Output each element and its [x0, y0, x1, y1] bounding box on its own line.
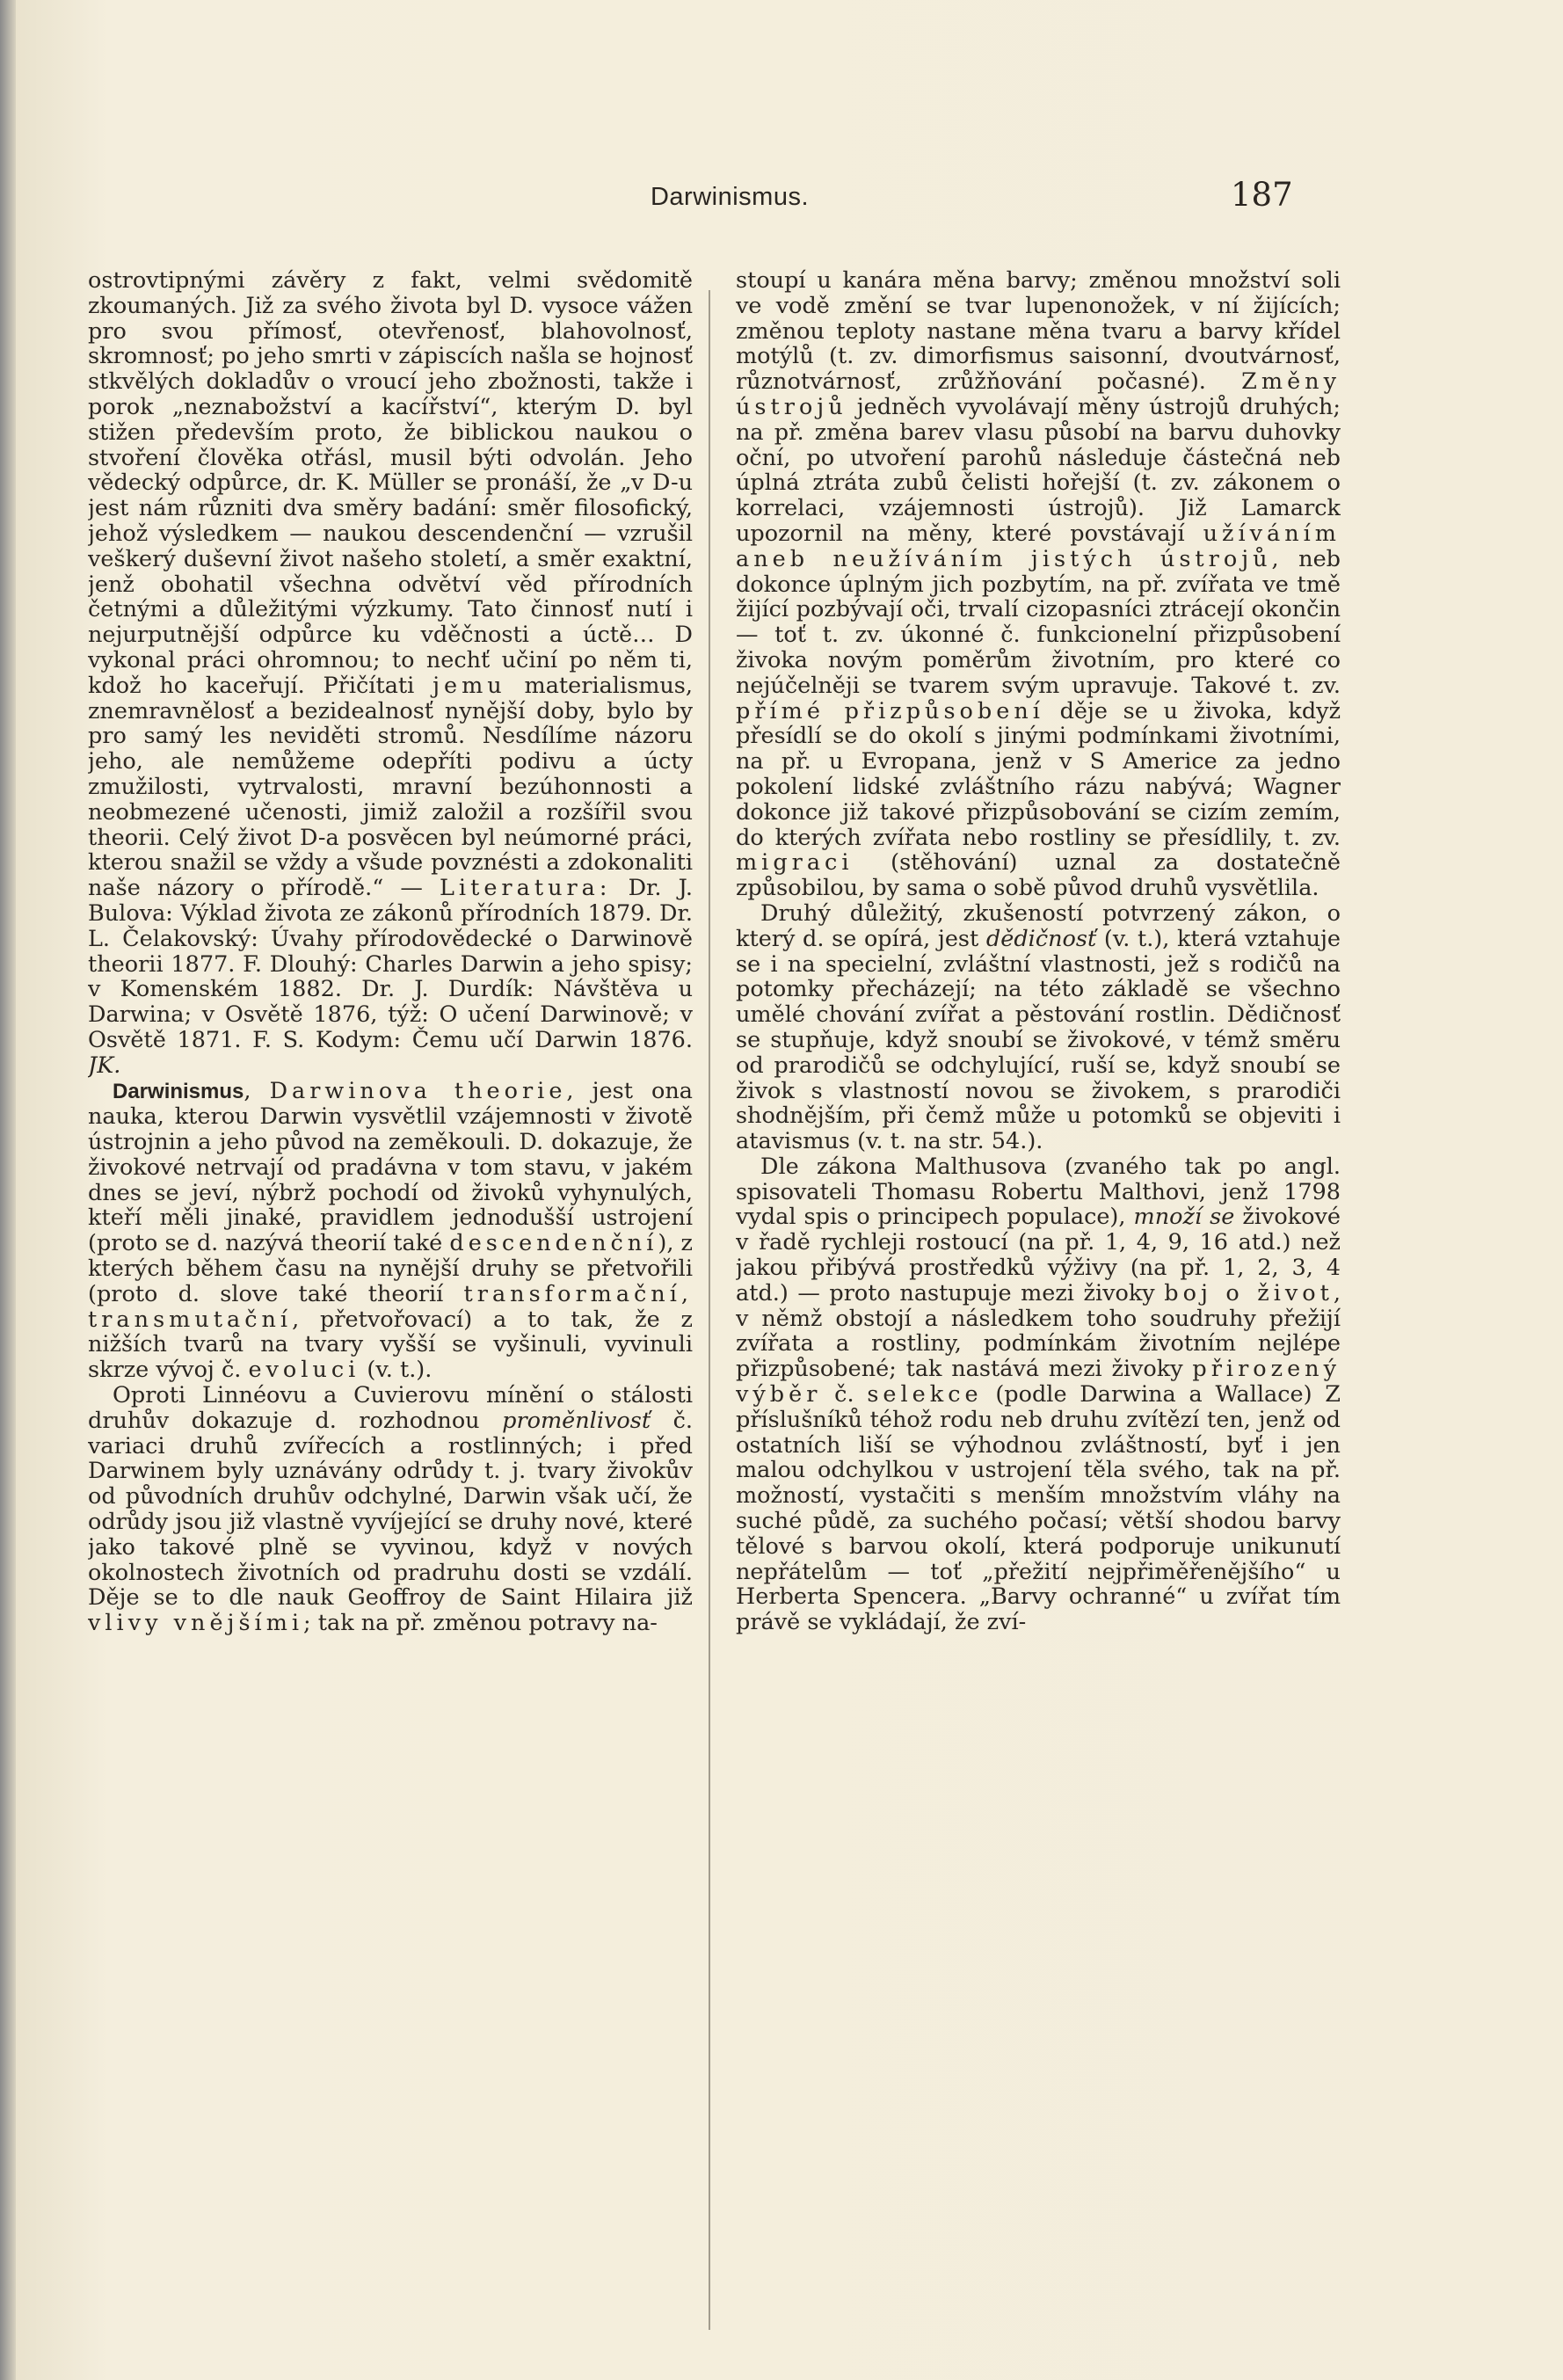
text-run: Dle zákona Malthusova (zvaného tak po angl. spisovateli Thomasu Robertu Malthovi, jenž 1798 vydal spis o principech populace),	[736, 1153, 1341, 1231]
spaced-term: užíváním aneb neužíváním jistých ústrojů	[736, 520, 1341, 572]
spaced-term: Změny ústrojů	[736, 368, 1341, 420]
italic-term: dědičnosť	[985, 925, 1097, 952]
spaced-term: evoluci	[248, 1357, 360, 1384]
scan-edge	[0, 0, 16, 2380]
entry-paragraph	[88, 1079, 693, 1384]
text-run: č. variaci druhů zvířecích a rostlinných; i před Darwinem byly uznávány odrůdy t. j. tvary živokův od původních druhův odchylné, Darwin však učí, že odrůdy jsou již vlastně vyvíjející se druhy nové, které jako takové plně se vyvinou, když v nových okolnostech životních od pradruhu dosti se vzdálí. Děje se to dle nauk Geoffroy de Saint Hilaira již	[88, 1407, 693, 1612]
spaced-term: Darwinova theorie	[269, 1077, 567, 1104]
spaced-term: jemu	[433, 672, 506, 699]
text-run: (stěhování) uznal za dostatečně způsobilou, by sama o sobě původ druhů vysvětlila.	[736, 849, 1341, 902]
column-rule	[709, 290, 710, 2330]
right-column	[736, 268, 1341, 2334]
text-run: materialismus, znemravnělosť a bezidealnosť nynější doby, bylo by pro samý les neviděti stromů. Nesdílíme názoru jeho, ale nemůžeme odepříti podivu a úcty zmužilosti, vytrvalosti, mravní bezúhonnosti a neobmezené učenosti, jimiž založil a rozšířil svou theorii. Celý život D-a posvěcen byl neúmorné práci, kterou snažil se vždy a všude povznésti a zdokonaliti naše názory o přírodě.“ —	[88, 672, 693, 902]
text-run: děje se u živoka, když přesídlí se do okolí s jinými podmínkami životními, na př. u Evropana, jenž v S Americe za jedno pokolení lidské zvláštního rázu nabývá; Wagner dokonce již takové přizpůsobování se cizím zemím, do kterých zvířata nebo rostliny se přesídlily, t. zv.	[736, 697, 1341, 851]
paragraph	[736, 901, 1341, 1154]
spaced-term: vlivy vnějšími	[88, 1610, 304, 1637]
text-run: (v. t.).	[360, 1357, 433, 1384]
text-run: , v němž obstojí a následkem toho soudruhy přežijí zvířata a rostliny, podmínkám životním nejlépe přizpůsobené; tak nastává mezi živoky	[736, 1279, 1341, 1383]
text-run: jedněch vyvolávají měny ústrojů druhých; na př. změna barev vlasu působí na barvu duhovky oční, po utvoření parohů následuje částečná neb úplná ztráta zubů čelisti hořejší (t. zv. zákonem o korrelaci, vzájemnosti ústrojů). Již Lamarck upozornil na měny, které povstávají	[736, 393, 1341, 547]
spaced-term: selekce	[867, 1381, 983, 1408]
author-signature: JK.	[88, 1052, 121, 1079]
paragraph	[736, 268, 1341, 901]
text-run: ostrovtipnými závěry z fakt, velmi svědomitě zkoumaných. Již za svého života byl D. vysoce vážen pro svou přímosť, otevřenosť, blahovolnosť, skromnosť; po jeho smrti v zápiscích našla se hojnosť stkvělých dokladův o vroucí jeho zbožnosti, takže i porok „neznabožství a kacířství“, kterým D. byl stižen především proto, že biblickou naukou o stvoření člověka otřásl, musil býti odvolán. Jeho vědecký odpůrce, dr. K. Müller se pronáší, že „v D-u jest nám různiti dva směry badání: směr filosofický, jehož výsledkem — naukou descendenční — vzrušil veškerý duševní život našeho století, a směr exaktní, jenž obohatil všechna odvětví věd přírodních četnými a důležitými výzkumy. Tato činnosť nutí i nejurputnější odpůrce ku vděčnosti a úctě… D vykonal práci ohromnou; to nechť učiní po něm ti, kdož ho kaceřují. Přičítati	[88, 268, 693, 699]
spaced-term: descendenční	[449, 1230, 658, 1257]
text-run: stoupí u kanára měna barvy; změnou množství soli ve vodě změní se tvar lupenonožek, v ní žijících; změnou teploty nastane měna tvaru a barvy křídel motýlů (t. zv. dimorfismus saisonní, dvoutvárnosť, různotvárnosť, zrůžňování počasné).	[736, 268, 1341, 396]
text-run: , jest ona nauka, kterou Darwin vysvětlil vzájemnosti v životě ústrojnin a jeho původ na zeměkouli. D. dokazuje, že živokové netrvají od pradávna v tom stavu, v jakém dnes se jeví, nýbrž pochodí od živoků vyhynulých, kteří měli jinaké, pravidlem jednodušší ustrojení (proto se d. nazývá theorií také	[88, 1077, 693, 1257]
text-run: (podle Darwina a Wallace) Z příslušníků téhož rodu neb druhu zvítězí ten, jenž od ostatních liší se výhodnou zvláštností, byť i jen malou odchylkou v ustrojení těla svého, tak na př. možností, vystačiti s menším množstvím vláhy na suché půdě, za suchého počasí; větší shodou barvy tělové s barvou okolí, která podporuje unikunutí nepřátelům — toť „přežití nejpřiměřenějšího“ u Herberta Spencera. „Barvy ochranné“ u zvířat tím právě se vykládají, že zví-	[736, 1381, 1341, 1636]
paragraph	[736, 1154, 1341, 1635]
text-run: ,	[244, 1077, 270, 1104]
paragraph	[88, 1383, 693, 1636]
left-column	[88, 268, 693, 2334]
text-run: č.	[821, 1381, 868, 1408]
spaced-term: transformační, transmutační	[88, 1280, 693, 1333]
page-number: 187	[1231, 176, 1293, 214]
text-run: ; tak na př. změnou potravy na-	[303, 1610, 658, 1637]
italic-term: proměnlivosť	[502, 1407, 651, 1434]
paragraph	[88, 268, 693, 1079]
spaced-term: přirozený výběr	[736, 1356, 1341, 1408]
text-run: živokové v řadě rychleji rostoucí (na př. 1, 4, 9, 16 atd.) než jakou přibývá prostředků výživy (na př. 1, 2, 3, 4 atd.) — proto nastupuje mezi živoky	[736, 1204, 1341, 1306]
text-run: , neb dokonce úplným jich pozbytím, na př. zvířata ve tmě žijící pozbývají oči, trvalí cizopasníci ztrácejí okončin — toť t. zv. úkonné č. funkcionelní přizpůsobení živoka novým poměrům životním, pro které co nejúčelněji se tvarem svým upravuje. Takové t. zv.	[736, 545, 1341, 699]
entry-headword: Darwinismus	[113, 1079, 244, 1103]
italic-term: množí se	[1133, 1204, 1235, 1231]
text-run: (v. t.), která vztahuje se i na specielní, zvláštní vlastnosti, jež s rodičů na potomky přecházejí; na této základě se všechno umělé chování zvířat a pěstování rostlin. Dědičnosť se stupňuje, když snoubí se živokové, v témž směru od prarodičů se odchylující, ruší se, když snoubí se živok s vlastností novou se živokem, s prarodiči shodnějším, při čemž může u potomků se objeviti i atavismus (v. t. na str. 54.).	[736, 925, 1341, 1155]
spaced-term: boj o život	[1164, 1279, 1334, 1306]
literature-label: Literatura:	[440, 875, 612, 902]
spaced-term: přímé přizpůsobení	[736, 697, 1044, 724]
text-run: ), z kterých během času na nynější druhy se přetvořili (proto d. slove také theorií	[88, 1230, 693, 1307]
text-run: Dr. J. Bulova: Výklad života ze zákonů přírodních 1879. Dr. L. Čelakovský: Úvahy přírodovědecké o Darwinově theorii 1877. F. Dlouhý: Charles Darwin a jeho spisy; v Komenském 1882. Dr. J. Durdík: Návštěva u Darwina; v Osvětě 1876, týž: O učení Darwinově; v Osvětě 1871. F. S. Kodym: Čemu učí Darwin 1876.	[88, 875, 693, 1053]
spaced-term: migraci	[736, 849, 854, 877]
text-run: , přetvořovací) a to tak, že z nižších tvarů na tvary vyšší se vyšinuli, vyvinuli skrze vývoj č.	[88, 1306, 693, 1384]
text-run: Druhý důležitý, zkušeností potvrzený zákon, o který d. se opírá, jest	[736, 899, 1341, 952]
running-title: Darwinismus.	[650, 183, 810, 211]
text-run: Oproti Linnéovu a Cuvierovu mínění o stálosti druhův dokazuje d. rozhodnou	[88, 1382, 693, 1434]
